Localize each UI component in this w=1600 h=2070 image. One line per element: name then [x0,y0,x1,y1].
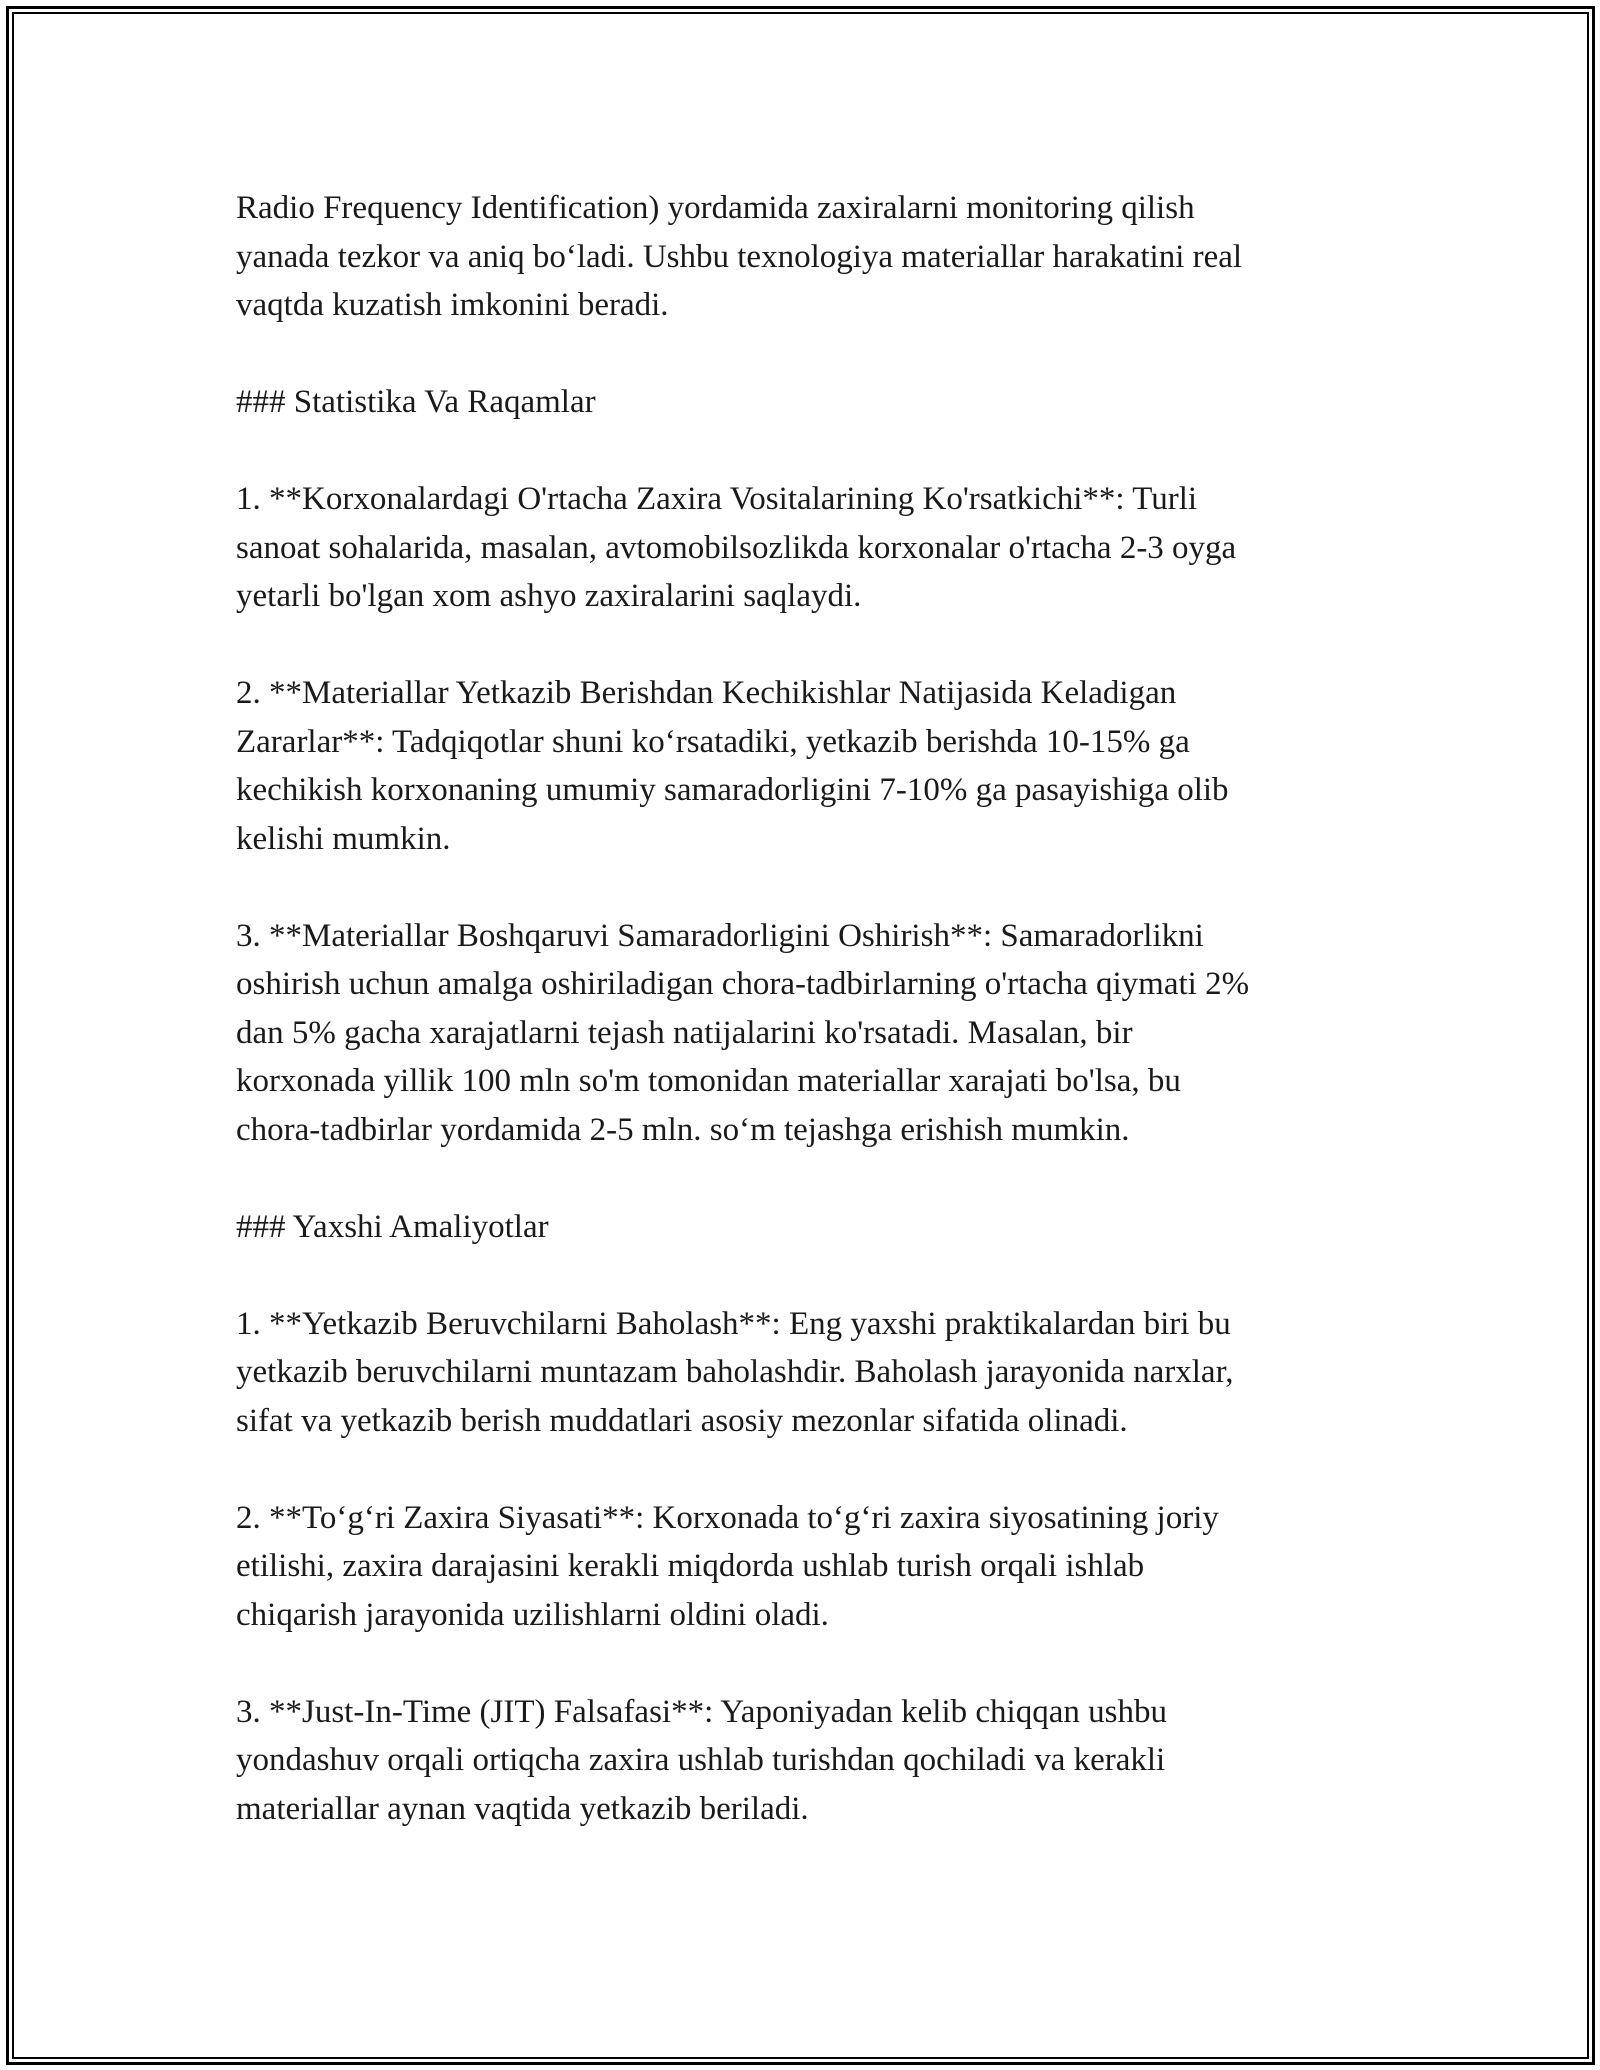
practices-item-2: 2. **To‘g‘ri Zaxira Siyasati**: Korxonada to‘g‘ri zaxira siyosatining joriy etilishi, zaxira darajasini kerakli miqdorda ushlab turish orqali ishlab chiqarish jarayonida uzilishlarni oldini oladi. [236,1499,1219,1633]
statistics-item-1: 1. **Korxonalardagi O'rtacha Zaxira Vositalarining Ko'rsatkichi**: Turli sanoat sohalarida, masalan, avtomobilsozlikda korxonalar o'rtacha 2-3 oyga yetarli bo'lgan xom ashyo zaxiralarini saqlaydi. [236,481,1237,614]
statistics-item-3: 3. **Materiallar Boshqaruvi Samaradorligini Oshirish**: Samaradorlikni oshirish uchun amalga oshiriladigan chora-tadbirlarning o'rtacha qiymati 2% dan 5% gacha xarajatlarni tejash natijalarini ko'rsatadi. Masalan, bir korxonada yillik 100 mln so'm tomonidan materiallar xarajati bo'lsa, bu chora-tadbirlar yordamida 2-5 mln. so‘m tejashga erishish mumkin. [236,917,1250,1148]
statistics-item-2: 2. **Materiallar Yetkazib Berishdan Kechikishlar Natijasida Keladigan Zararlar**: Tadqiqotlar shuni ko‘rsatadiki, yetkazib berishda 10-15% ga kechikish korxonaning umumiy samaradorligini 7-10% ga pasayishiga olib kelishi mumkin. [236,675,1229,857]
section-heading-practices: ### Yaxshi Amaliyotlar [236,1208,549,1245]
practices-item-3: 3. **Just-In-Time (JIT) Falsafasi**: Yaponiyadan kelib chiqqan ushbu yondashuv orqali ortiqcha zaxira ushlab turishdan qochiladi va kerakli materiallar aynan vaqtida yetkazib beriladi. [236,1693,1167,1827]
document-body [236,184,1396,1833]
section-heading-statistics: ### Statistika Va Raqamlar [236,384,596,420]
practices-item-1: 1. **Yetkazib Beruvchilarni Baholash**: Eng yaxshi praktikalardan biri bu yetkazib beruvchilarni muntazam baholashdir. Baholash jarayonida narxlar, sifat va yetkazib berish muddatlari asosiy mezonlar sifatida olinadi. [236,1305,1234,1439]
intro-paragraph: Radio Frequency Identification) yordamida zaxiralarni monitoring qilish yanada tezkor va aniq bo‘ladi. Ushbu texnologiya materiallar harakatini real vaqtda kuzatish imkonini beradi. [236,190,1243,323]
